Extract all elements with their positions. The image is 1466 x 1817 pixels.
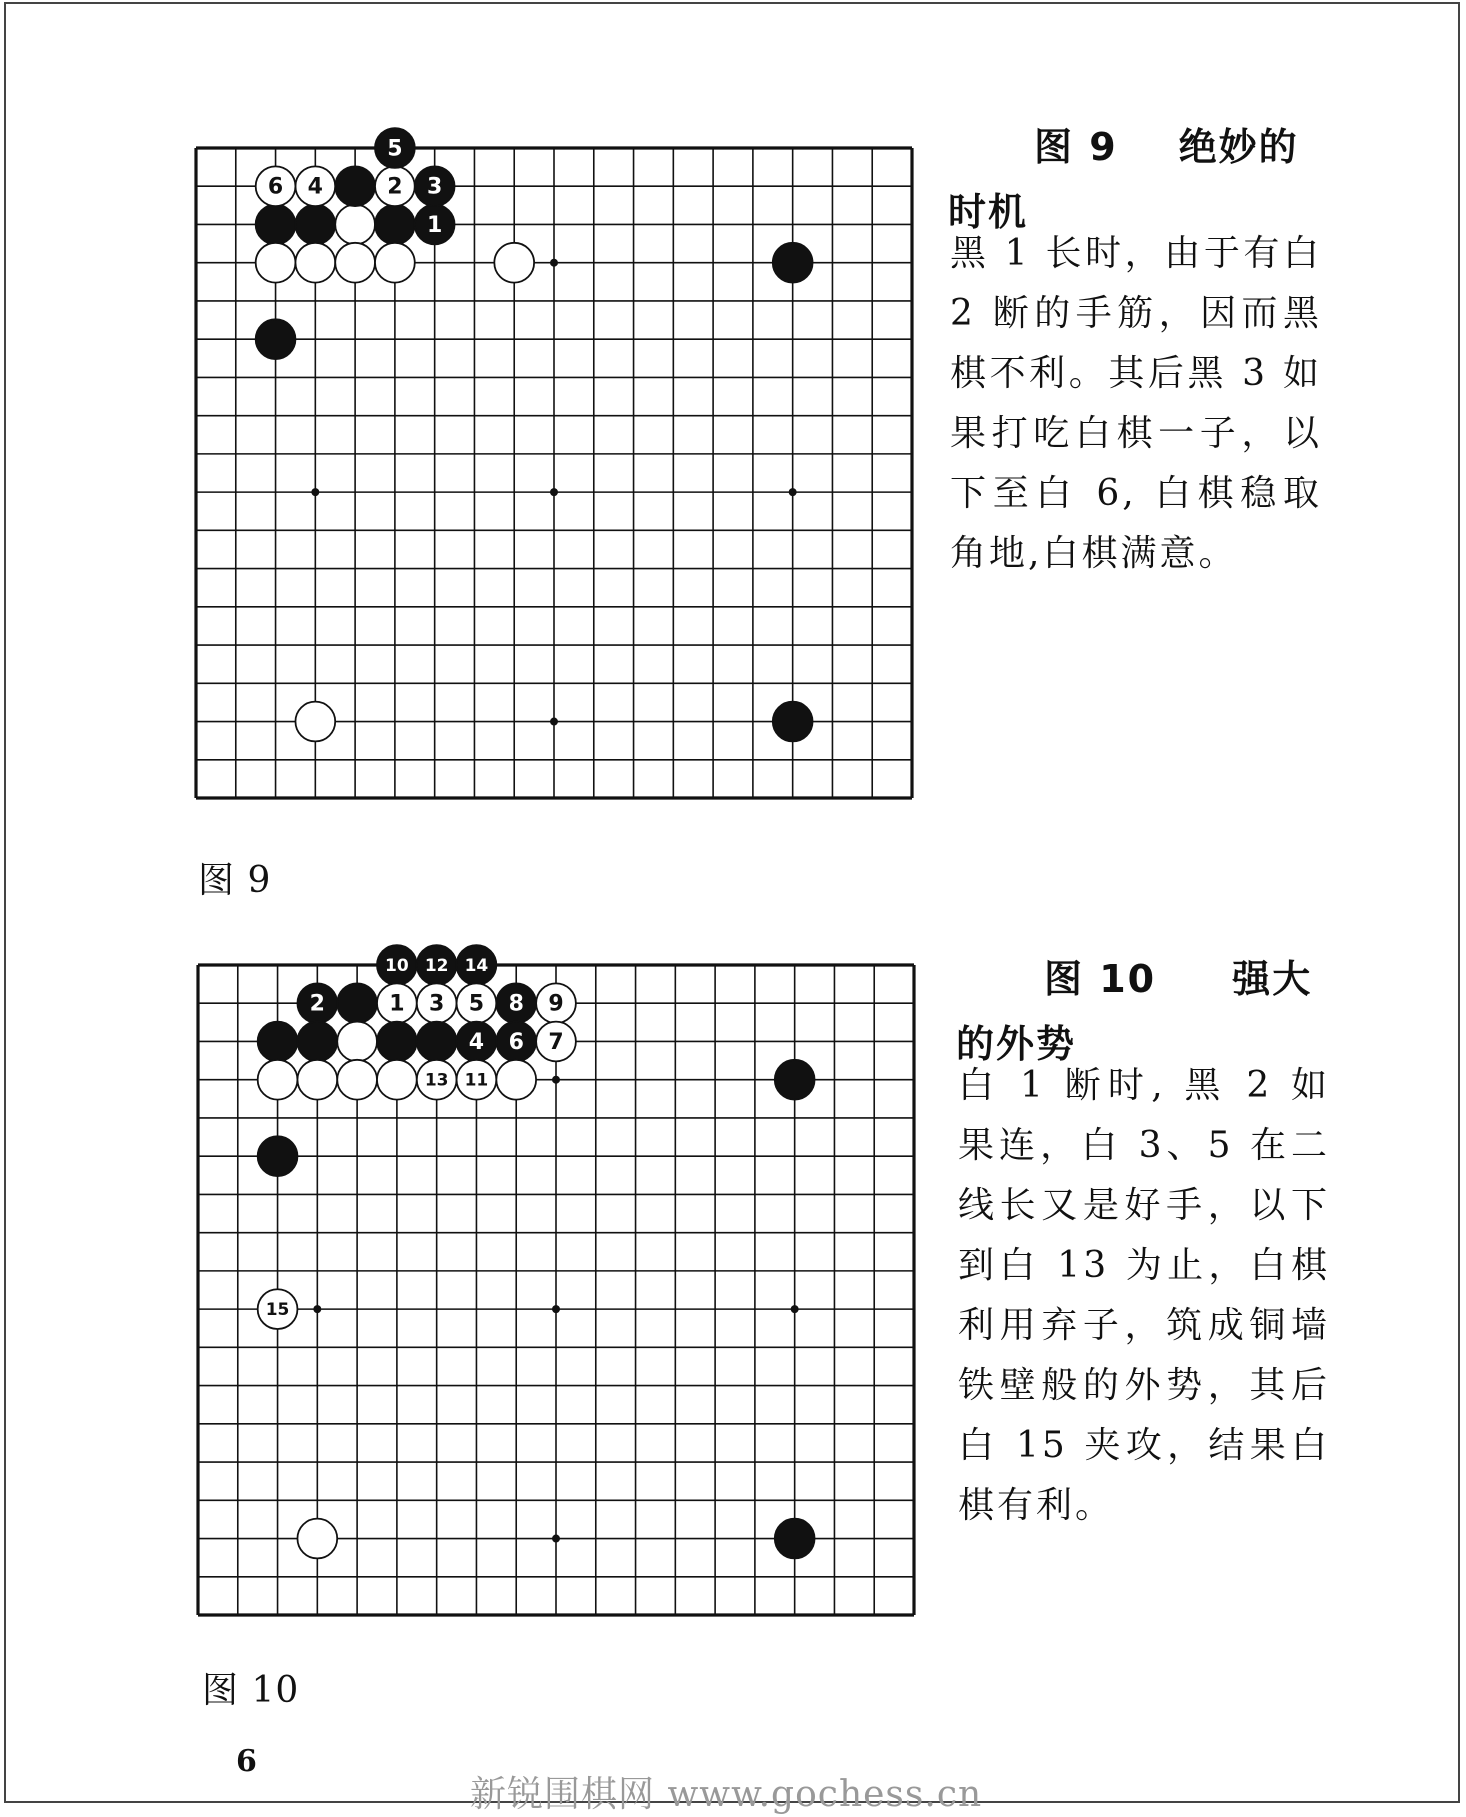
stone-black-circle — [256, 319, 296, 359]
watermark: 新锐围棋网 www.gochess.cn — [470, 1774, 983, 1815]
stone-move-number: 5 — [387, 136, 403, 162]
fig10-stone-black — [258, 1022, 298, 1062]
stone-move-number: 1 — [427, 212, 443, 238]
stone-move-number: 5 — [468, 991, 485, 1017]
fig10-stone-white — [457, 1060, 497, 1100]
fig10-stone-white — [337, 1060, 377, 1100]
stone-white-circle — [256, 243, 296, 283]
fig9-stone-white — [295, 243, 335, 283]
stone-move-number: 12 — [424, 956, 449, 976]
stone-white-circle — [297, 1519, 337, 1559]
fig10-stone-white — [417, 1060, 457, 1100]
fig10-stone-black — [377, 1022, 417, 1062]
fig10-stone-black — [496, 983, 536, 1023]
fig10-stone-white — [377, 1060, 417, 1100]
figure-9-caption: 图 9 — [198, 860, 272, 901]
fig10-stone-black — [457, 945, 497, 985]
fig9-stone-black — [375, 128, 415, 168]
stone-black-circle — [773, 702, 813, 742]
stone-move-number: 14 — [464, 956, 489, 976]
figure-10-caption: 图 10 — [202, 1670, 300, 1711]
fig10-star-point — [313, 1305, 321, 1313]
fig9-stone-black — [773, 702, 813, 742]
fig10-stone-black — [417, 945, 457, 985]
stone-black-circle — [377, 1022, 417, 1062]
stone-white-circle — [335, 243, 375, 283]
fig9-stone-black — [335, 166, 375, 206]
fig9-stone-black — [256, 319, 296, 359]
stone-move-number: 2 — [309, 991, 325, 1017]
fig9-stone-black — [415, 166, 455, 206]
fig9-stone-black — [256, 205, 296, 245]
stone-white-circle — [295, 243, 335, 283]
fig10-stone-black — [775, 1060, 815, 1100]
fig9-stone-black — [415, 205, 455, 245]
stone-move-number: 13 — [424, 1070, 449, 1091]
fig10-stone-white — [457, 983, 497, 1023]
stone-move-number: 6 — [508, 1029, 524, 1055]
fig10-stone-black — [775, 1519, 815, 1559]
page-number: 6 — [236, 1744, 257, 1779]
stone-black-circle — [258, 1022, 298, 1062]
fig10-stone-white — [536, 1022, 576, 1062]
fig10-stone-black — [417, 1022, 457, 1062]
fig9-star-point — [550, 718, 558, 726]
fig10-stone-white — [297, 1519, 337, 1559]
fig9-stone-white — [335, 205, 375, 245]
go-board-figure-9 — [180, 128, 930, 808]
stone-white-circle — [375, 243, 415, 283]
fig9-star-point — [550, 259, 558, 267]
fig9-stone-black — [295, 205, 335, 245]
figure-9-body-text: 黑 1 长时，由于有白 2 断的手筋，因而黑棋不利。其后黑 3 如果打吃白棋一子，以下至白 6, 白棋稳取角地,白棋满意。 — [950, 233, 1322, 574]
fig10-star-point — [791, 1305, 799, 1313]
stone-black-circle — [295, 205, 335, 245]
stone-move-number: 1 — [389, 991, 405, 1017]
stone-move-number: 8 — [508, 991, 524, 1017]
stone-move-number: 6 — [267, 174, 284, 200]
fig10-stone-white — [337, 1022, 377, 1062]
fig9-star-point — [789, 488, 797, 496]
fig10-grid — [198, 965, 914, 1615]
stone-move-number: 10 — [385, 956, 409, 976]
stone-black-circle — [335, 166, 375, 206]
figure-9-heading — [948, 116, 1334, 234]
stone-move-number: 9 — [548, 991, 564, 1017]
stone-black-circle — [337, 983, 377, 1023]
fig10-stone-black — [297, 983, 337, 1023]
fig10-stone-white — [417, 983, 457, 1023]
fig9-grid — [196, 148, 912, 798]
stone-move-number: 3 — [429, 991, 445, 1017]
fig9-stone-white — [295, 166, 335, 206]
stone-move-number: 15 — [265, 1300, 290, 1321]
stone-move-number: 3 — [427, 174, 443, 200]
stone-black-circle — [297, 1022, 337, 1062]
fig10-stone-white — [258, 1060, 298, 1100]
fig9-stone-white — [335, 243, 375, 283]
figure-10-heading-line1: 图 10 强大 — [1044, 957, 1313, 1001]
fig9-stone-black — [773, 243, 813, 283]
fig10-stone-black — [337, 983, 377, 1023]
stone-move-number: 4 — [307, 174, 323, 200]
figure-10-heading-line2: 的外势 — [956, 1022, 1077, 1066]
fig9-stone-white — [256, 166, 296, 206]
fig10-stone-black — [258, 1136, 298, 1176]
stone-white-circle — [335, 205, 375, 245]
stone-move-number: 11 — [464, 1070, 489, 1091]
stone-black-circle — [256, 205, 296, 245]
stone-white-circle — [295, 702, 335, 742]
stone-move-number: 7 — [548, 1029, 564, 1055]
fig10-star-point — [552, 1305, 560, 1313]
stone-move-number: 2 — [387, 174, 403, 200]
stone-black-circle — [375, 205, 415, 245]
stone-black-circle — [775, 1519, 815, 1559]
fig10-stone-white — [377, 983, 417, 1023]
fig9-stone-white — [494, 243, 534, 283]
fig10-star-point — [552, 1535, 560, 1543]
fig9-stone-white — [375, 243, 415, 283]
stone-white-circle — [258, 1060, 298, 1100]
figure-9-heading-line1: 图 9 绝妙的 — [1034, 125, 1299, 169]
figure-10-body-text: 白 1 断时, 黑 2 如果连，白 3、5 在二线长又是好手，以下到白 13 为止，白棋利用弃子，筑成铜墙铁壁般的外势，其后白 15 夹攻，结果白棋有利。 — [958, 1065, 1330, 1526]
stone-black-circle — [417, 1022, 457, 1062]
fig9-stone-white — [295, 702, 335, 742]
stone-black-circle — [773, 243, 813, 283]
fig10-stone-white — [258, 1289, 298, 1329]
fig9-star-point — [550, 488, 558, 496]
fig10-stone-white — [297, 1060, 337, 1100]
fig10-stone-white — [496, 1060, 536, 1100]
fig10-stone-black — [377, 945, 417, 985]
fig10-stone-black — [297, 1022, 337, 1062]
fig9-stone-white — [256, 243, 296, 283]
figure-9-heading-line2: 时机 — [948, 190, 1029, 234]
fig10-stone-black — [457, 1022, 497, 1062]
stone-black-circle — [258, 1136, 298, 1176]
stone-white-circle — [337, 1022, 377, 1062]
go-board-figure-10 — [182, 945, 932, 1625]
figure-10-heading — [956, 948, 1344, 1066]
stone-black-circle — [775, 1060, 815, 1100]
fig10-star-point — [552, 1076, 560, 1084]
fig9-star-point — [311, 488, 319, 496]
fig10-stone-black — [496, 1022, 536, 1062]
stone-white-circle — [337, 1060, 377, 1100]
stone-white-circle — [377, 1060, 417, 1100]
fig9-stone-black — [375, 205, 415, 245]
stone-white-circle — [494, 243, 534, 283]
fig9-stone-white — [375, 166, 415, 206]
stone-white-circle — [297, 1060, 337, 1100]
stone-white-circle — [496, 1060, 536, 1100]
stone-move-number: 4 — [468, 1029, 485, 1055]
fig10-stone-white — [536, 983, 576, 1023]
